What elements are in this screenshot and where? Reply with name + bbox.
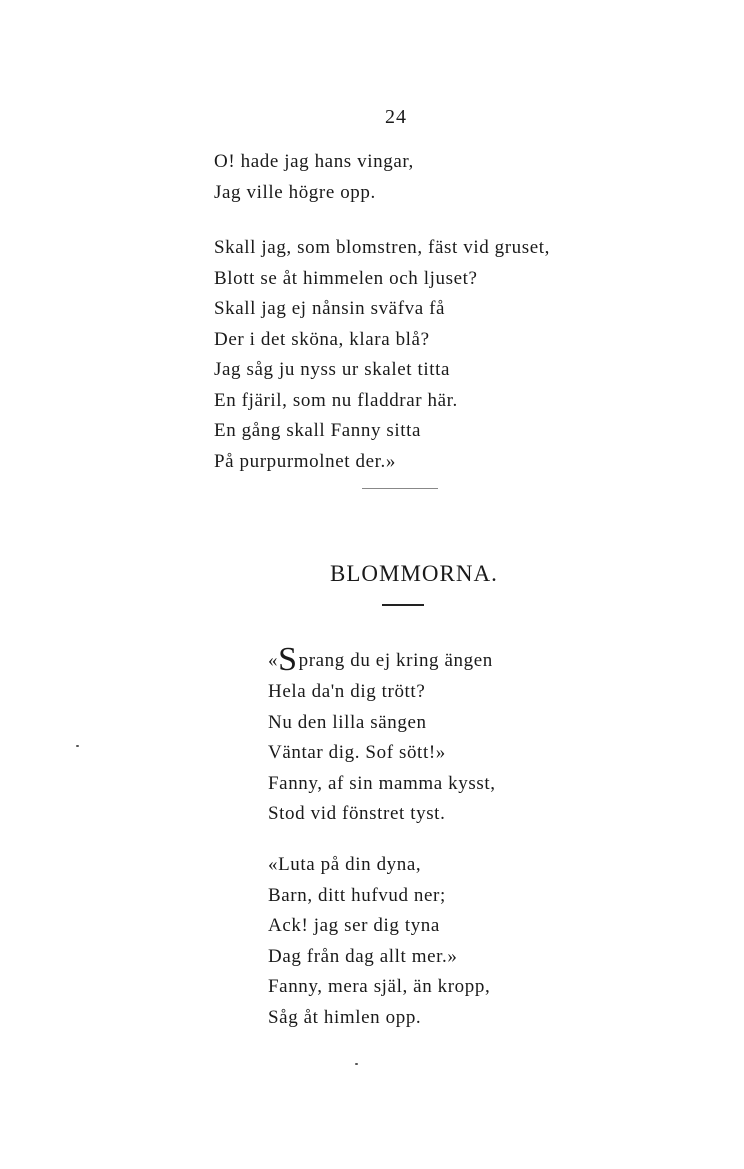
ink-speck [76, 745, 79, 747]
poem-line-first [268, 643, 496, 677]
poem2-stanza-2 [268, 850, 490, 1033]
poem-stanza-2 [214, 233, 550, 477]
open-quote: « [268, 650, 279, 671]
poem-line: Blott se åt himmelen och ljuset? [214, 267, 478, 289]
section-divider [362, 488, 438, 489]
first-line-rest: prang du ej kring ängen [298, 650, 493, 671]
poem-line: Fanny, af sin mamma kysst, [268, 772, 496, 794]
poem-line: En gång skall Fanny sitta [214, 420, 422, 441]
poem-stanza-1 [214, 147, 414, 208]
poem-line: Skall jag, som blomstren, fäst vid gruset, [214, 237, 551, 258]
poem-line: Ack! jag ser dig tyna [268, 915, 440, 936]
poem-line: Der i det sköna, klara blå? [214, 328, 430, 350]
poem-line: Väntar dig. Sof sött!» [268, 742, 446, 763]
poem-line: Nu den lilla sängen [268, 711, 427, 733]
poem-line: Stod vid fönstret tyst. [268, 803, 446, 824]
poem-line: Fanny, mera själ, än kropp, [268, 976, 491, 997]
poem-line: En fjäril, som nu fladdrar här. [214, 389, 458, 411]
poem-line: Dag från dag allt mer.» [268, 945, 458, 967]
poem-line: Jag ville högre opp. [214, 181, 376, 203]
poem-line: Såg åt himlen opp. [268, 1006, 422, 1028]
poem-line: På purpurmolnet der.» [214, 450, 396, 472]
poem-line: Hela da'n dig trött? [268, 681, 426, 702]
poem-line: O! hade jag hans vingar, [214, 151, 414, 172]
page-number: 24 [385, 106, 407, 128]
ink-speck [355, 1063, 358, 1065]
title-underline [382, 604, 424, 606]
poem-line: Jag såg ju nyss ur skalet titta [214, 359, 451, 380]
poem-line: «Luta på din dyna, [268, 854, 422, 875]
poem2-stanza-1 [268, 643, 496, 830]
poem-title: BLOMMORNA. [330, 561, 498, 586]
poem-line: Barn, ditt hufvud ner; [268, 884, 446, 906]
poem-line: Skall jag ej nånsin sväfva få [214, 298, 446, 319]
drop-cap: S [278, 641, 298, 678]
